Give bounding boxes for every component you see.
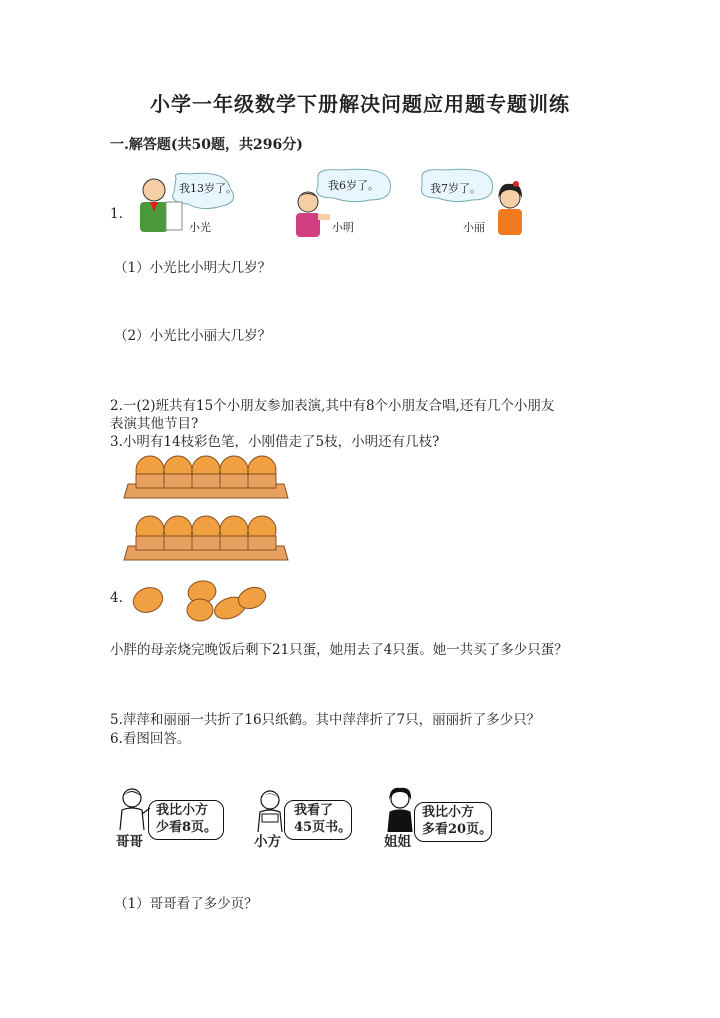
q2-line2: 表演其他节目? xyxy=(110,416,199,432)
q6-bubble1-line1: 我比小方 xyxy=(156,803,209,818)
q2-line1: 2.一(2)班共有15个小朋友参加表演,其中有8个小朋友合唱,还有几个小朋友 xyxy=(110,398,555,414)
egg-icon xyxy=(130,576,270,624)
q6-title: 6.看图回答。 xyxy=(110,731,191,747)
q1-number: 1. xyxy=(110,206,123,222)
q6-name-xiaofang: 小方 xyxy=(254,834,281,850)
q1-kid3-name: 小丽 xyxy=(463,221,485,234)
boy-sketch-icon xyxy=(112,786,152,832)
q6-sub1: （1）哥哥看了多少页？ xyxy=(114,896,258,912)
q1-sub2: （2）小光比小丽大几岁？ xyxy=(114,328,272,344)
section-heading: 一.解答题(共50题，共296分) xyxy=(110,137,303,153)
q6-bubble3-line1: 我比小方 xyxy=(422,805,475,820)
q5-text: 5.萍萍和丽丽一共折了16只纸鹤。其中萍萍折了7只，丽丽折了多少只？ xyxy=(110,712,541,728)
q6-bubble3-line2: 多看20页。 xyxy=(422,822,493,837)
q6-name-jiejie: 姐姐 xyxy=(384,834,411,850)
loose-eggs xyxy=(130,576,270,624)
page-title: 小学一年级数学下册解决问题应用题专题训练 xyxy=(150,92,570,116)
q1-kid1-speech: 我13岁了。 xyxy=(179,182,237,195)
q1-kid2-name: 小明 xyxy=(332,221,354,234)
q1-kid2-speech: 我6岁了。 xyxy=(328,179,379,192)
q6-name-gege: 哥哥 xyxy=(116,834,143,850)
egg-tray-1 xyxy=(122,452,290,500)
egg-tray-icon xyxy=(122,452,290,500)
q3-text: 3.小明有14枝彩色笔，小刚借走了5枝，小明还有几枝? xyxy=(110,434,440,450)
q4-text: 小胖的母亲烧完晚饭后剩下21只蛋，她用去了4只蛋。她一共买了多少只蛋？ xyxy=(110,642,568,658)
q1-kid3-speech: 我7岁了。 xyxy=(430,182,481,195)
egg-tray-2 xyxy=(122,512,290,562)
q6-bubble1-line2: 少看8页。 xyxy=(156,820,218,835)
q6-bubble2-line1: 我看了 xyxy=(294,803,334,818)
q6-bubble2-line2: 45页书。 xyxy=(294,820,352,835)
q1-sub1: （1）小光比小明大几岁？ xyxy=(114,260,272,276)
q1-kid1-name: 小光 xyxy=(189,221,211,234)
q6-person-gege xyxy=(112,786,152,832)
egg-tray-icon xyxy=(122,512,290,562)
q4-number: 4. xyxy=(110,590,123,606)
